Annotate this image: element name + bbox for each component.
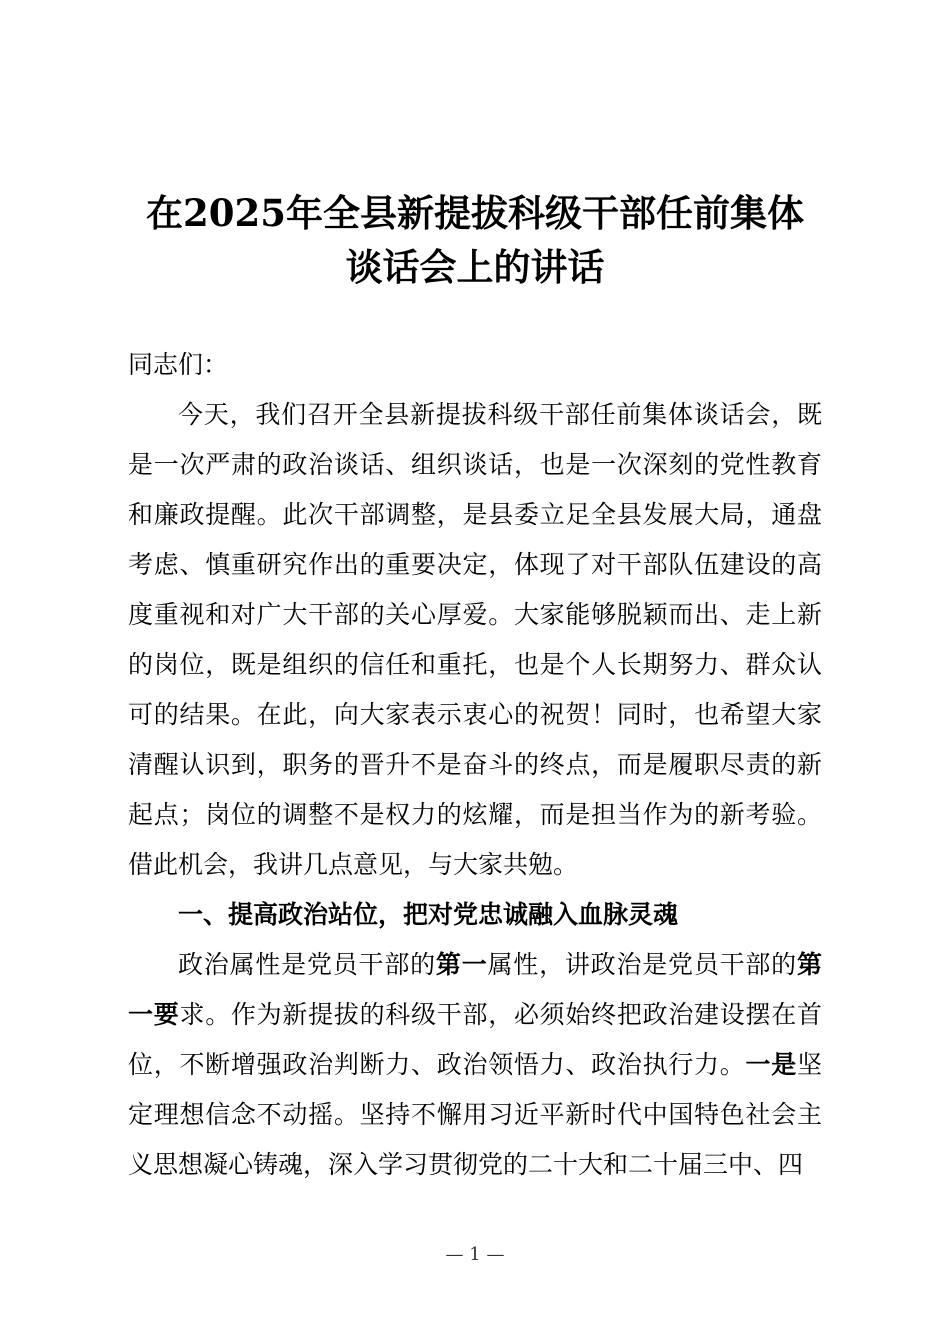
page-number: — 1 —: [445, 1244, 505, 1265]
section-1-heading: 一、提高政治站位，把对党忠诚融入血脉灵魂: [178, 900, 679, 929]
title-line-2: 谈话会上的讲话: [345, 245, 605, 289]
section-1-paragraph: [128, 940, 822, 1190]
intro-paragraph: 今天，我们召开全县新提拔科级干部任前集体谈话会，既是一次严肃的政治谈话、组织谈话，也是一次深刻的党性教育和廉政提醒。此次干部调整，是县委立足全县发展大局，通盘考虑、慎重研究作出的重要决定，体现了对干部队伍建设的高度重视和对广大干部的关心厚爱。大家能够脱颖而出、走上新的岗位，既是组织的信任和重托，也是个人长期努力、群众认可的结果。在此，向大家表示衷心的祝贺！同时，也希望大家清醒认识到，职务的晋升不是奋斗的终点，而是履职尽责的新起点；岗位的调整不是权力的炫耀，而是担当作为的新考验。借此机会，我讲几点意见，与大家共勉。: [128, 400, 822, 879]
section-1-bold-3: 一是: [745, 1050, 797, 1079]
section-1-bold-2: 第一要: [128, 950, 822, 1029]
section-1-text-4: 坚定理想信念不动摇。坚持不懈用习近平新时代中国特色社会主义思想凝心铸魂，深入学习贯彻党的二十大和二十届三中、四: [128, 1050, 822, 1179]
title-line-1: 在2025年全县新提拔科级干部任前集体: [146, 191, 804, 235]
section-1-bold-1: 第一: [435, 950, 488, 979]
document-title: [100, 186, 850, 294]
section-1-text-2: 属性，讲政治是党员干部的: [487, 950, 797, 979]
document-body: [128, 340, 822, 1190]
greeting: 同志们：: [128, 350, 229, 379]
section-1-text-1: 政治属性是党员干部的: [178, 950, 436, 979]
section-1-text-3: 求。作为新提拔的科级干部，必须始终把政治建设摆在首位，不断增强政治判断力、政治领悟力、政治执行力。: [128, 1000, 822, 1079]
